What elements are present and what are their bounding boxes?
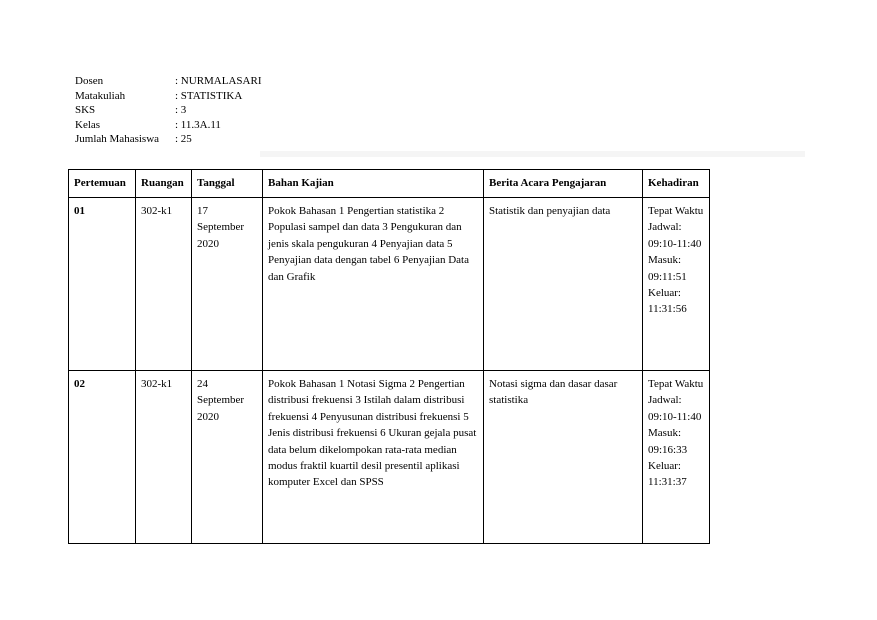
info-row-kelas: [75, 118, 261, 133]
info-label: Jumlah Mahasiswa: [75, 133, 160, 145]
info-row-jumlah-mahasiswa: [75, 132, 261, 147]
cell-bahan-kajian: Pokok Bahasan 1 Notasi Sigma 2 Pengertian distribusi frekuensi 3 Istilah dalam distribusi frekuensi 4 Penyusunan distribusi frekuensi 5 Jenis distribusi frekuensi 6 Ukuran gejala pusat data belum dikelompokan rata-rata median modus fraktil kuartil desil presentil aplikasi komputer Excel dan SPSS: [263, 371, 484, 544]
divider: [260, 151, 805, 157]
info-row-sks: [75, 103, 261, 118]
cell-ruangan: 302-k1: [136, 198, 192, 371]
table-header-row: [69, 170, 710, 198]
cell-kehadiran: Tepat Waktu Jadwal: 09:10-11:40 Masuk: 09:16:33 Keluar: 11:31:37: [643, 371, 710, 544]
header-bahan-kajian: Bahan Kajian: [263, 170, 484, 198]
teaching-log-table: [68, 169, 710, 544]
cell-pertemuan: 01: [69, 198, 136, 371]
header-ruangan: Ruangan: [136, 170, 192, 198]
cell-bahan-kajian: Pokok Bahasan 1 Pengertian statistika 2 Populasi sampel dan data 3 Pengukuran dan jenis skala pengukuran 4 Penyajian data 5 Penyajian data dengan tabel 6 Penyajian Data dan Grafik: [263, 198, 484, 371]
info-label: Kelas: [75, 118, 101, 131]
cell-berita-acara: Notasi sigma dan dasar dasar statistika: [484, 371, 643, 544]
info-label: Dosen: [75, 75, 104, 87]
info-value: : NURMALASARI: [175, 75, 262, 87]
cell-kehadiran: Tepat Waktu Jadwal: 09:10-11:40 Masuk: 09:11:51 Keluar: 11:31:56: [643, 198, 710, 371]
header-pertemuan: Pertemuan: [69, 170, 136, 198]
info-row-matakuliah: [75, 89, 261, 104]
header-tanggal: Tanggal: [192, 170, 263, 198]
info-row-dosen: [75, 74, 261, 89]
info-label: SKS: [75, 104, 96, 116]
cell-tanggal: 24 September 2020: [192, 371, 263, 544]
cell-berita-acara: Statistik dan penyajian data: [484, 198, 643, 371]
cell-pertemuan: 02: [69, 371, 136, 544]
info-value: : STATISTIKA: [175, 89, 243, 102]
table-row: [69, 198, 710, 371]
cell-ruangan: 302-k1: [136, 371, 192, 544]
header-berita-acara: Berita Acara Pengajaran: [484, 170, 643, 198]
header-kehadiran: Kehadiran: [643, 170, 710, 198]
info-label: Matakuliah: [75, 89, 126, 102]
table-row: [69, 371, 710, 544]
cell-tanggal: 17 September 2020: [192, 198, 263, 371]
course-info: [75, 74, 261, 147]
info-value: : 11.3A.11: [175, 118, 221, 131]
info-value: : 3: [175, 104, 187, 116]
info-value: : 25: [175, 133, 192, 145]
